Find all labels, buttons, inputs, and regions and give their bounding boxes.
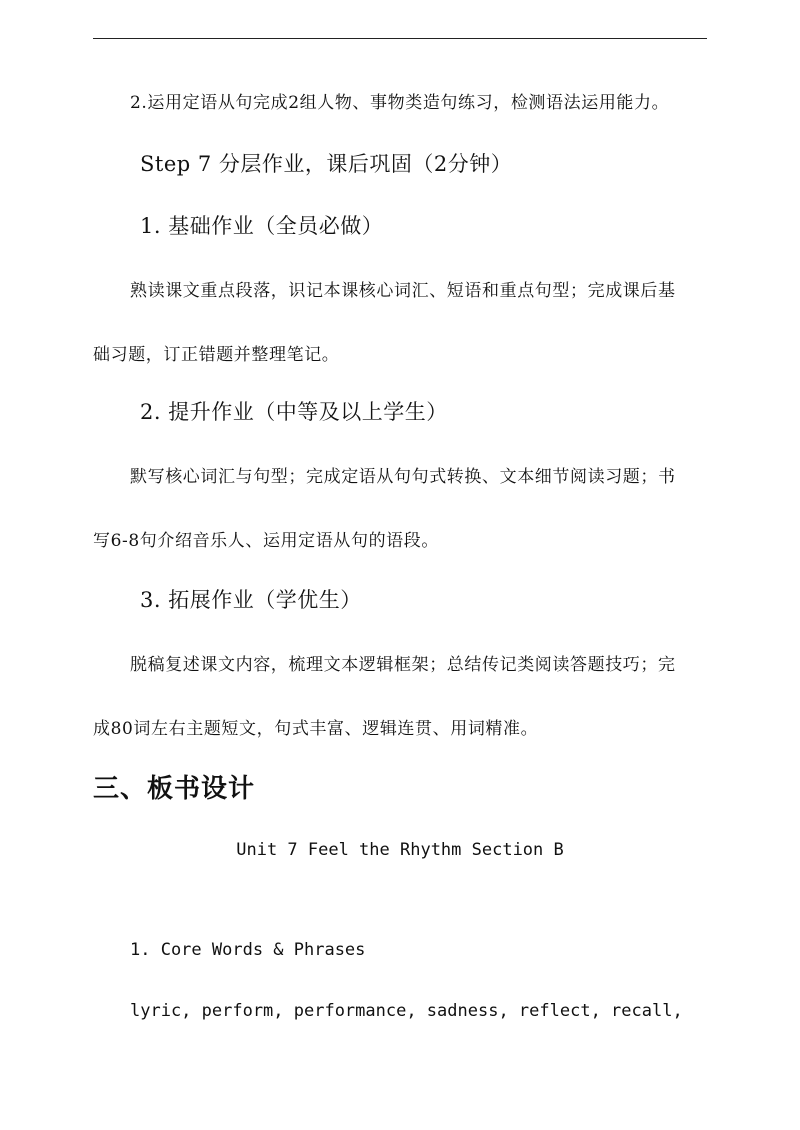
homework-extension-heading: 3. 拓展作业（学优生） <box>140 588 362 612</box>
homework-extension-text-line-2: 成80词左右主题短文，句式丰富、逻辑连贯、用词精准。 <box>93 719 539 739</box>
homework-advanced-heading: 2. 提升作业（中等及以上学生） <box>140 400 448 424</box>
header-rule <box>93 38 707 39</box>
step-7-heading: Step 7 分层作业，课后巩固（2分钟） <box>140 152 513 176</box>
section-3-heading: 三、板书设计 <box>93 774 256 804</box>
homework-basic-text-line-2: 础习题，订正错题并整理笔记。 <box>93 345 340 365</box>
board-title: Unit 7 Feel the Rhythm Section B <box>236 840 564 860</box>
task-2-line: 2.运用定语从句完成2组人物、事物类造句练习，检测语法运用能力。 <box>130 93 670 113</box>
homework-basic-heading: 1. 基础作业（全员必做） <box>140 214 384 238</box>
homework-advanced-text-line-1: 默写核心词汇与句型；完成定语从句句式转换、文本细节阅读习题；书 <box>130 467 676 487</box>
homework-basic-text-line-1: 熟读课文重点段落，识记本课核心词汇、短语和重点句型；完成课后基 <box>130 281 676 301</box>
homework-advanced-text-line-2: 写6-8句介绍音乐人、运用定语从句的语段。 <box>93 531 439 551</box>
homework-extension-text-line-1: 脱稿复述课文内容，梳理文本逻辑框架；总结传记类阅读答题技巧；完 <box>130 655 676 675</box>
board-core-words-list: lyric, perform, performance, sadness, reflect, recall, <box>130 1001 683 1021</box>
board-core-words-heading: 1. Core Words & Phrases <box>130 940 366 960</box>
